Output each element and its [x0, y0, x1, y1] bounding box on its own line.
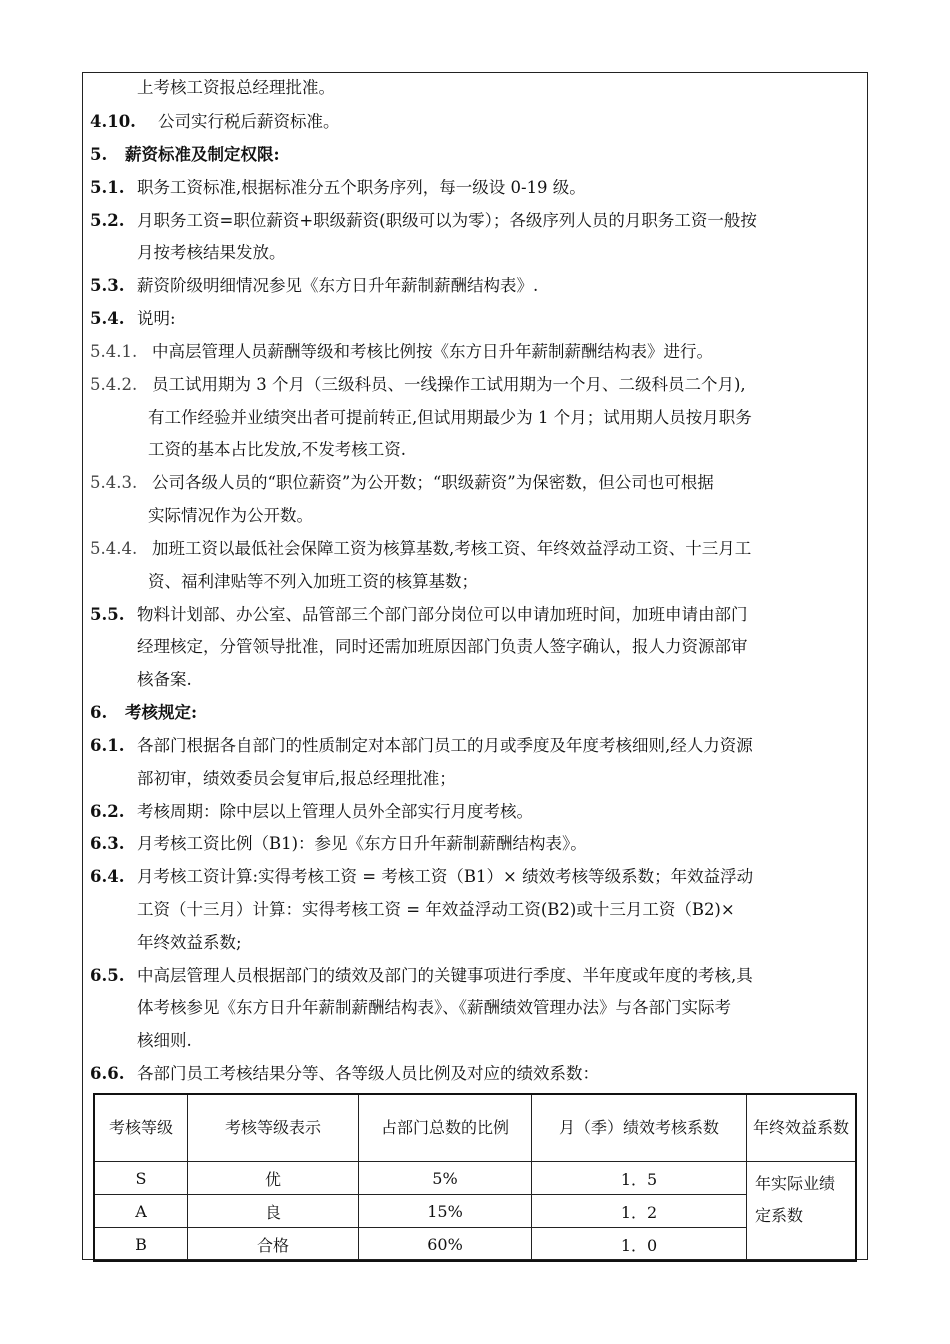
clause-line	[90, 309, 176, 329]
clause-line	[90, 966, 753, 986]
clause-number: 5.3.	[90, 276, 125, 295]
continuation-line	[137, 998, 731, 1018]
grade-cell: A	[94, 1195, 188, 1228]
clause-text: 月考核工资计算:实得考核工资 = 考核工资（B1）× 绩效考核等级系数；年效益浮动	[137, 867, 754, 886]
clause-number: 5.4.1.	[90, 342, 138, 361]
clause-text: 核备案.	[137, 670, 192, 689]
clause-text: 中高层管理人员薪酬等级和考核比例按《东方日升年薪制薪酬结构表》进行。	[152, 342, 713, 361]
clause-number: 6.	[90, 703, 108, 722]
clause-line	[90, 473, 714, 493]
continuation-line	[137, 637, 748, 657]
continuation-line	[137, 900, 735, 920]
clause-number: 5.5.	[90, 605, 125, 624]
table-header-row	[94, 1094, 856, 1162]
clause-number: 4.10.	[90, 112, 136, 131]
clause-text: 月按考核结果发放。	[137, 243, 286, 262]
header-grade-representation: 考核等级表示	[188, 1094, 359, 1162]
representation-cell: 合格	[188, 1228, 359, 1262]
grade-cell: B	[94, 1228, 188, 1262]
clause-text: 工资（十三月）计算：实得考核工资 = 年效益浮动工资(B2)或十三月工资（B2)×	[137, 900, 735, 919]
clause-line	[90, 112, 340, 132]
table-row	[94, 1162, 856, 1195]
clause-text: 核细则.	[137, 1031, 192, 1050]
clause-text: 部初审，绩效委员会复审后,报总经理批准；	[137, 769, 456, 788]
clause-number: 5.4.3.	[90, 473, 138, 492]
clause-number: 5.4.2.	[90, 375, 138, 394]
annual-coefficient-merged-cell: 年实际业绩定系数	[747, 1162, 857, 1262]
continuation-line	[148, 408, 752, 428]
clause-number: 6.2.	[90, 802, 125, 821]
ratio-cell: 5%	[359, 1162, 532, 1195]
clause-line	[90, 539, 751, 559]
clause-text: 加班工资以最低社会保障工资为核算基数,考核工资、年终效益浮动工资、十三月工	[152, 539, 752, 558]
clause-number: 5.1.	[90, 178, 125, 197]
header-grade: 考核等级	[94, 1094, 188, 1162]
section-heading: 薪资标准及制定权限:	[125, 145, 280, 164]
clause-number: 5.4.	[90, 309, 125, 328]
clause-text: 年终效益系数;	[137, 933, 242, 952]
grade-coefficient-table	[93, 1093, 857, 1262]
clause-number: 6.1.	[90, 736, 125, 755]
representation-cell: 良	[188, 1195, 359, 1228]
continuation-line	[137, 670, 192, 690]
clause-text: 员工试用期为 3 个月（三级科员、一线操作工试用期为一个月、二级科员二个月),	[152, 375, 746, 394]
clause-text: 考核周期：除中层以上管理人员外全部实行月度考核。	[137, 802, 533, 821]
clause-text: 物料计划部、办公室、品管部三个部门部分岗位可以申请加班时间，加班申请由部门	[137, 605, 748, 624]
continuation-line	[137, 1031, 192, 1051]
clause-text: 资、福利津贴等不列入加班工资的核算基数；	[148, 572, 478, 591]
coefficient-cell: 1．0	[532, 1228, 747, 1262]
clause-line	[90, 1064, 599, 1084]
continuation-line	[137, 933, 242, 953]
continuation-line	[148, 506, 313, 526]
table-row	[94, 1195, 856, 1228]
header-annual-coefficient: 年终效益系数	[747, 1094, 857, 1162]
ratio-cell: 60%	[359, 1228, 532, 1262]
continuation-line	[137, 769, 456, 789]
continuation-line	[137, 78, 335, 98]
clause-text: 各部门员工考核结果分等、各等级人员比例及对应的绩效系数：	[137, 1064, 599, 1083]
clause-line	[90, 178, 586, 198]
clause-line	[90, 276, 538, 296]
coefficient-cell: 1．2	[532, 1195, 747, 1228]
clause-text: 有工作经验并业绩突出者可提前转正,但试用期最少为 1 个月；试用期人员按月职务	[148, 408, 752, 427]
clause-text: 各部门根据各自部门的性质制定对本部门员工的月或季度及年度考核细则,经人力资源	[137, 736, 753, 755]
clause-text: 职务工资标准,根据标准分五个职务序列，每一级设 0-19 级。	[137, 178, 586, 197]
clause-number: 5.2.	[90, 211, 125, 230]
clause-text: 体考核参见《东方日升年薪制薪酬结构表》、《薪酬绩效管理办法》与各部门实际考	[137, 998, 731, 1017]
clause-text: 公司各级人员的“职位薪资”为公开数；“职级薪资”为保密数，但公司也可根据	[152, 473, 714, 492]
clause-line	[90, 145, 280, 165]
clause-number: 6.6.	[90, 1064, 125, 1083]
clause-number: 6.3.	[90, 834, 125, 853]
header-monthly-coefficient: 月（季）绩效考核系数	[532, 1094, 747, 1162]
ratio-cell: 15%	[359, 1195, 532, 1228]
clause-number: 6.5.	[90, 966, 125, 985]
clause-text: 说明:	[137, 309, 176, 328]
clause-line	[90, 834, 587, 854]
clause-line	[90, 375, 746, 395]
clause-number: 5.4.4.	[90, 539, 138, 558]
clause-text: 上考核工资报总经理批准。	[137, 78, 335, 97]
clause-line	[90, 867, 753, 887]
header-department-ratio: 占部门总数的比例	[359, 1094, 532, 1162]
continuation-line	[137, 243, 286, 263]
section-heading: 考核规定:	[125, 703, 198, 722]
continuation-line	[148, 440, 406, 460]
table-row	[94, 1228, 856, 1262]
grade-cell: S	[94, 1162, 188, 1195]
clause-line	[90, 736, 753, 756]
clause-text: 工资的基本占比发放,不发考核工资.	[148, 440, 406, 459]
clause-line	[90, 605, 748, 625]
clause-text: 公司实行税后薪资标准。	[158, 112, 340, 131]
clause-line	[90, 211, 757, 231]
clause-text: 中高层管理人员根据部门的绩效及部门的关键事项进行季度、半年度或年度的考核,具	[137, 966, 753, 985]
clause-text: 薪资阶级明细情况参见《东方日升年薪制薪酬结构表》.	[137, 276, 539, 295]
clause-line	[90, 703, 197, 723]
clause-number: 6.4.	[90, 867, 125, 886]
clause-line	[90, 342, 713, 362]
clause-text: 月考核工资比例（B1)：参见《东方日升年薪制薪酬结构表》。	[137, 834, 587, 853]
coefficient-cell: 1．5	[532, 1162, 747, 1195]
clause-line	[90, 802, 533, 822]
clause-text: 实际情况作为公开数。	[148, 506, 313, 525]
clause-text: 月职务工资=职位薪资+职级薪资(职级可以为零）；各级序列人员的月职务工资一般按	[137, 211, 757, 230]
clause-number: 5.	[90, 145, 108, 164]
continuation-line	[148, 572, 478, 592]
clause-text: 经理核定，分管领导批准，同时还需加班原因部门负责人签字确认，报人力资源部审	[137, 637, 748, 656]
representation-cell: 优	[188, 1162, 359, 1195]
